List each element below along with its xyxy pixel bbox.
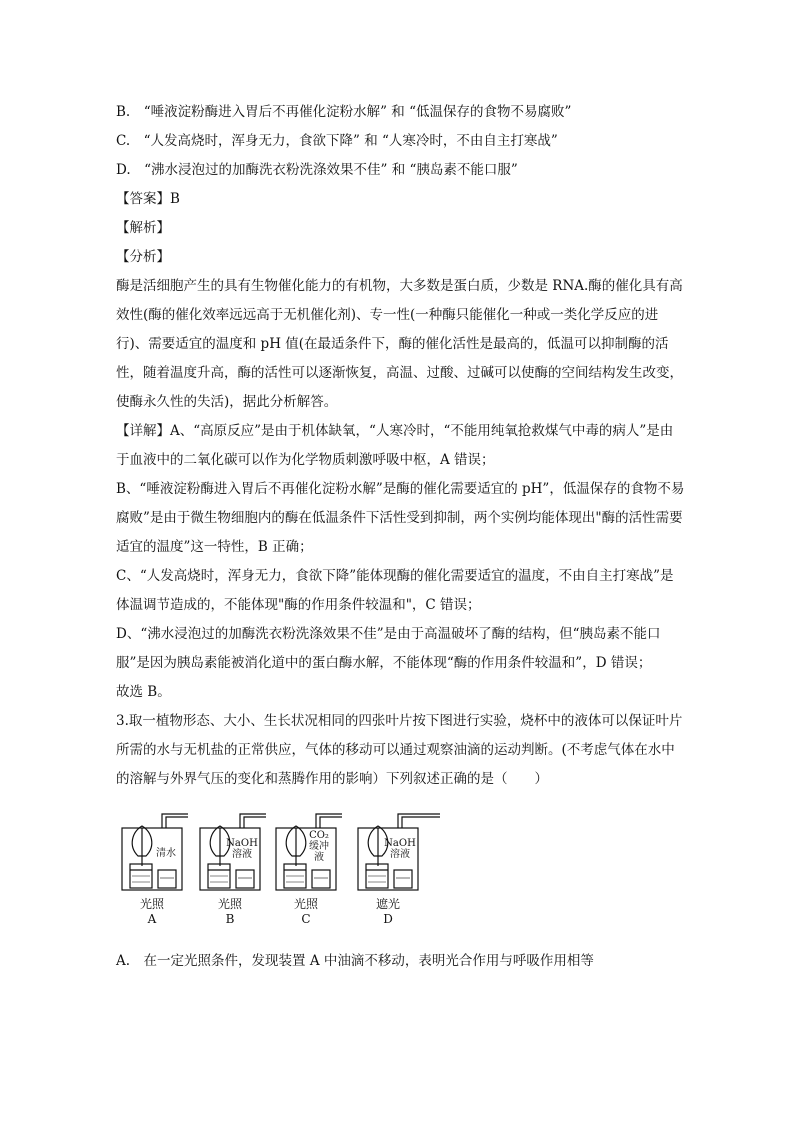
- detail-d: D、“沸水浸泡过的加酶洗衣粉洗涤效果不佳”是由于高温破坏了酶的结构，但“胰岛素不能口服”是因为胰岛素能被消化道中的蛋白酶水解，不能体现“酶的作用条件较温和”，D 错误；: [116, 626, 661, 671]
- detail-a: 【详解】A、“高原反应”是由于机体缺氧，“人寒冷时，“不能用纯氧抢救煤气中毒的病人”是由于血液中的二氧化碳可以作为化学物质刺激呼吸中枢，A 错误；: [116, 423, 674, 468]
- apparatus-b-letter: B: [225, 912, 235, 926]
- apparatus-c-condition: 光照: [293, 897, 318, 911]
- fenxi-paragraph: 酶是活细胞产生的具有生物催化能力的有机物，大多数是蛋白质，少数是 RNA.酶的催化具有高效性(酶的催化效率远远高于无机催化剂)、专一性(一种酶只能催化一种或一类化学反应的进行)、需要适宜的温度和 pH 值(在最适条件下，酶的催化活性是最高的，低温可以抑制酶的活性，随着温度升高，酶的活性可以逐渐恢复，高温、过酸、过碱可以使酶的空间结构发生改变，使酶永久性的失活)，据此分析解答。: [116, 278, 683, 410]
- question-3: 3.取一植物形态、大小、生长状况相同的四张叶片按下图进行实验，烧杯中的液体可以保证叶片所需的水与无机盐的正常供应，气体的移动可以通过观察油滴的运动判断。(不考虑气体在水中的溶解与外界气压的变化和蒸腾作用的影响）下列叙述正确的是（ ）: [116, 713, 683, 787]
- apparatus-a-solution: 清水: [156, 848, 176, 859]
- apparatus-a-condition: 光照: [139, 897, 164, 911]
- apparatus-c-letter: C: [301, 912, 311, 926]
- apparatus-d-solution: NaOH 溶液: [384, 838, 416, 860]
- document-page: [116, 98, 686, 976]
- detail-b: B、“唾液淀粉酶进入胃后不再催化淀粉水解”是酶的催化需要适宜的 pH”，低温保存的食物不易腐败”是由于微生物细胞内的酶在低温条件下活性受到抑制，两个实例均能体现出"酶的活性需要适宜的温度”这一特性，B 正确；: [116, 481, 685, 555]
- analysis-heading: 【解析】: [116, 220, 170, 236]
- apparatus-d-condition: 遮光: [375, 897, 400, 911]
- option-b: B. “唾液淀粉酶进入胃后不再催化淀粉水解” 和 “低温保存的食物不易腐败”: [116, 104, 572, 120]
- apparatus-a-letter: A: [147, 912, 157, 926]
- answer-line: [116, 185, 686, 214]
- option-c: C. “人发高烧时，浑身无力，食欲下降” 和 “人寒冷时，不由自主打寒战”: [116, 133, 558, 149]
- fenxi-heading: 【分析】: [116, 249, 170, 265]
- apparatus-c-solution: CO₂ 缓冲 液: [309, 830, 329, 863]
- detail-c: C、“人发高烧时，浑身无力，食欲下降”能体现酶的催化需要适宜的温度，不由自主打寒战”是体温调节造成的，不能体现"酶的作用条件较温和"，C 错误；: [116, 568, 674, 613]
- option-d: D. “沸水浸泡过的加酶洗衣粉洗涤效果不佳” 和 “胰岛素不能口服”: [116, 162, 518, 178]
- apparatus-d-letter: D: [383, 912, 393, 926]
- q3-option-a: A. 在一定光照条件，发现装置 A 中油滴不移动，表明光合作用与呼吸作用相等: [116, 953, 594, 969]
- detail-conclusion: 故选 B。: [116, 684, 171, 700]
- answer-value: B: [170, 191, 180, 207]
- experiment-diagram: [118, 806, 448, 941]
- apparatus-b-condition: 光照: [217, 897, 242, 911]
- apparatus-b-solution: NaOH 溶液: [226, 838, 258, 860]
- answer-label: 【答案】: [116, 191, 170, 207]
